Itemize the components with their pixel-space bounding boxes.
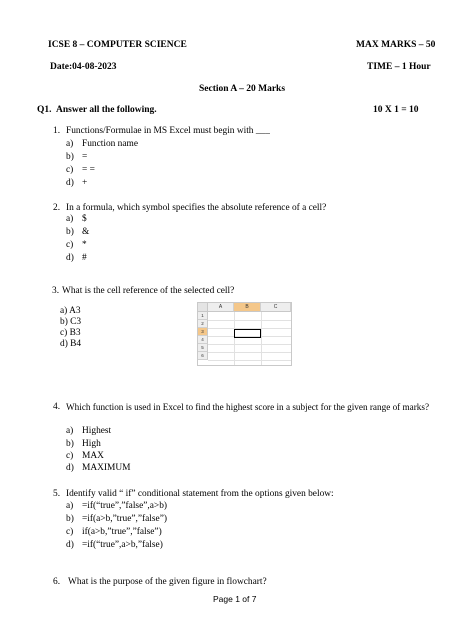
option-label: d) (66, 540, 74, 550)
grid-line (208, 352, 291, 353)
exam-date: Date:04-08-2023 (50, 62, 117, 72)
question-3-option-b (60, 317, 81, 327)
column-header-a: A (208, 303, 234, 312)
question-5-option-d (66, 540, 163, 550)
question-1-option-a (66, 139, 138, 149)
question-2-option-c (66, 240, 87, 250)
question-4-option-b (66, 439, 101, 449)
option-text: A3 (69, 306, 81, 316)
option-text: Highest (82, 426, 112, 436)
option-text: if(a>b,”true”,”false”) (82, 527, 162, 537)
max-marks: MAX MARKS – 50 (356, 40, 436, 50)
question-6-text: What is the purpose of the given figure in flowchart? (68, 577, 267, 587)
column-header-c: C (261, 303, 291, 312)
question-4-option-a (66, 426, 111, 436)
q1-label: Q1. (37, 105, 52, 115)
question-5-number: 5. (53, 489, 61, 499)
question-4-option-c (66, 451, 104, 461)
question-4-option-d (66, 463, 130, 473)
option-text: = (82, 152, 88, 162)
question-1-option-d (66, 178, 87, 188)
option-label: b) (66, 152, 74, 162)
option-label: a) (66, 214, 74, 224)
question-5-option-a (66, 501, 167, 511)
question-1-number: 1. (53, 126, 61, 136)
grid-line (261, 312, 262, 365)
row-header-3: 3 (198, 328, 208, 336)
question-2-option-d (66, 253, 87, 263)
question-6-number: 6. (53, 577, 61, 587)
question-3-option-d (60, 339, 81, 349)
option-text: = = (82, 165, 95, 175)
option-label: d) (66, 178, 74, 188)
option-text: C3 (70, 317, 82, 327)
question-3-text: What is the cell reference of the selected cell? (62, 286, 235, 296)
grid-line (208, 320, 291, 321)
grid-line (208, 360, 291, 361)
option-text: =if(“true”,a>b,”false) (82, 540, 163, 550)
option-text: =if(“true”,”false”,a>b) (82, 501, 167, 511)
option-label: c) (66, 165, 74, 175)
page-number: Page 1 of 7 (213, 594, 257, 604)
option-text: =if(a>b,”true”,”false”) (82, 514, 167, 524)
option-text: MAXIMUM (82, 463, 131, 473)
spreadsheet-figure (197, 302, 292, 366)
question-5-text: Identify valid “ if” conditional statement from the options given below: (66, 489, 334, 499)
option-text: & (82, 227, 90, 237)
question-1-text: Functions/Formulae in MS Excel must begin with ___ (66, 126, 270, 136)
option-text: MAX (82, 451, 104, 461)
question-3-option-a (60, 306, 81, 316)
option-text: Function name (82, 139, 138, 149)
option-text: # (82, 253, 87, 263)
question-2-option-a (66, 214, 87, 224)
q1-marks: 10 X 1 = 10 (373, 105, 419, 115)
section-title: Section A – 20 Marks (199, 84, 286, 94)
option-label: a) (60, 306, 68, 316)
question-2-text: In a formula, which symbol specifies the absolute reference of a cell? (66, 203, 327, 213)
question-1-option-b (66, 152, 87, 162)
course-title: ICSE 8 – COMPUTER SCIENCE (48, 40, 187, 50)
option-label: d) (66, 253, 74, 263)
sheet-select-all-corner (198, 303, 208, 312)
option-label: c) (60, 328, 68, 338)
grid-line (208, 344, 291, 345)
option-label: c) (66, 527, 74, 537)
option-label: a) (66, 501, 74, 511)
row-header-6: 6 (198, 352, 208, 360)
option-label: d) (60, 339, 68, 349)
row-header-5: 5 (198, 344, 208, 352)
option-text: * (82, 240, 87, 250)
row-header-1: 1 (198, 312, 208, 320)
q1-instruction: Answer all the following. (56, 105, 157, 115)
option-label: b) (60, 317, 68, 327)
option-text: $ (82, 214, 87, 224)
row-header-4: 4 (198, 336, 208, 344)
option-label: a) (66, 426, 74, 436)
column-header-b: B (234, 303, 261, 312)
grid-line (234, 312, 235, 365)
option-text: B3 (69, 328, 81, 338)
option-label: d) (66, 463, 74, 473)
option-label: b) (66, 514, 74, 524)
question-2-number: 2. (53, 203, 61, 213)
question-3-option-c (60, 328, 81, 338)
question-5-option-b (66, 514, 167, 524)
question-4-text: Which function is used in Excel to find the highest score in a subject for the given range of marks? (66, 402, 430, 412)
row-header-2: 2 (198, 320, 208, 328)
option-label: c) (66, 240, 74, 250)
question-3-number: 3. (52, 286, 60, 296)
option-label: a) (66, 139, 74, 149)
selected-cell-outline (234, 329, 261, 338)
option-text: High (82, 439, 101, 449)
option-text: B4 (70, 339, 82, 349)
option-label: c) (66, 451, 74, 461)
question-5-option-c (66, 527, 162, 537)
option-label: b) (66, 227, 74, 237)
question-4-number: 4. (53, 402, 61, 412)
question-1-option-c (66, 165, 95, 175)
option-text: + (82, 178, 88, 188)
option-label: b) (66, 439, 74, 449)
question-2-option-b (66, 227, 89, 237)
exam-time: TIME – 1 Hour (367, 62, 431, 72)
